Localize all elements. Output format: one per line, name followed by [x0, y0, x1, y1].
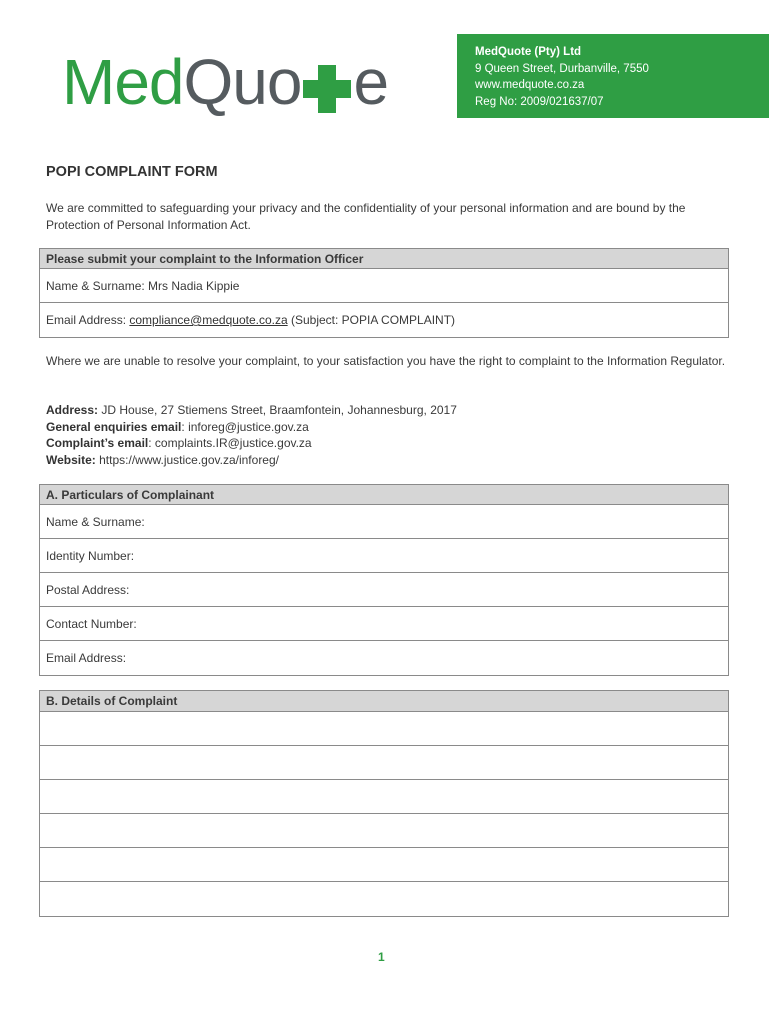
complaint-line[interactable]: [40, 746, 728, 780]
page-number: 1: [378, 950, 385, 964]
field-name-surname[interactable]: Name & Surname:: [40, 505, 728, 539]
regulator-address-label: Address:: [46, 403, 99, 417]
officer-name: Name & Surname: Mrs Nadia Kippie: [40, 269, 728, 303]
intro-text: We are committed to safeguarding your privacy and the confidentiality of your personal information and are bound by the Protection of Personal Information Act.: [46, 201, 686, 232]
regulator-enquiries: : inforeg@justice.gov.za: [181, 419, 309, 434]
regulator-complaints: : complaints.IR@justice.gov.za: [148, 436, 312, 450]
section-b-box: [39, 690, 729, 917]
officer-email-subject: (Subject: POPIA COMPLAINT): [287, 313, 456, 327]
company-reg: Reg No: 2009/021637/07: [475, 95, 604, 108]
officer-email-label: Email Address:: [46, 313, 130, 327]
field-postal-address[interactable]: Postal Address:: [40, 573, 728, 607]
information-officer-box: [39, 248, 729, 338]
section-a-header: A. Particulars of Complainant: [40, 485, 728, 505]
regulator-contacts: [46, 402, 457, 468]
regulator-complaints-label: Complaint’s email: [46, 436, 149, 450]
regulator-website: https://www.justice.gov.za/inforeg/: [95, 452, 279, 467]
company-info-box: [457, 34, 769, 118]
section-b-header: B. Details of Complaint: [40, 691, 728, 712]
company-name: MedQuote (Pty) Ltd: [475, 46, 582, 58]
logo-med: Med: [62, 46, 184, 118]
company-address: 9 Queen Street, Durbanville, 7550: [475, 62, 649, 75]
logo-quo: Quo: [183, 46, 302, 118]
regulator-address: JD House, 27 Stiemens Street, Braamfontein, Johannesburg, 2017: [98, 403, 457, 417]
page-title: POPI COMPLAINT FORM: [46, 164, 218, 180]
field-identity-number[interactable]: Identity Number:: [40, 539, 728, 573]
medquote-logo: [62, 44, 388, 120]
section-a-box: [39, 484, 729, 676]
regulator-website-label: Website:: [46, 452, 96, 467]
officer-email-row: [40, 303, 728, 337]
complaint-line[interactable]: [40, 882, 728, 916]
resolve-text: Where we are unable to resolve your complaint, to your satisfaction you have the right to complaint to the Information Regulator.: [46, 354, 726, 368]
field-contact-number[interactable]: Contact Number:: [40, 607, 728, 641]
field-email-address[interactable]: Email Address:: [46, 651, 127, 665]
complaint-line[interactable]: [40, 780, 728, 814]
complaint-line[interactable]: [40, 712, 728, 746]
complaint-line[interactable]: [40, 848, 728, 882]
medical-cross-icon: [303, 65, 351, 113]
officer-header: Please submit your complaint to the Information Officer: [40, 249, 728, 269]
complaint-line[interactable]: [40, 814, 728, 848]
regulator-enquiries-label: General enquiries email: [46, 419, 182, 434]
officer-email-link[interactable]: compliance@medquote.co.za: [129, 313, 288, 327]
logo-e: e: [353, 46, 389, 118]
company-website: www.medquote.co.za: [475, 79, 585, 91]
